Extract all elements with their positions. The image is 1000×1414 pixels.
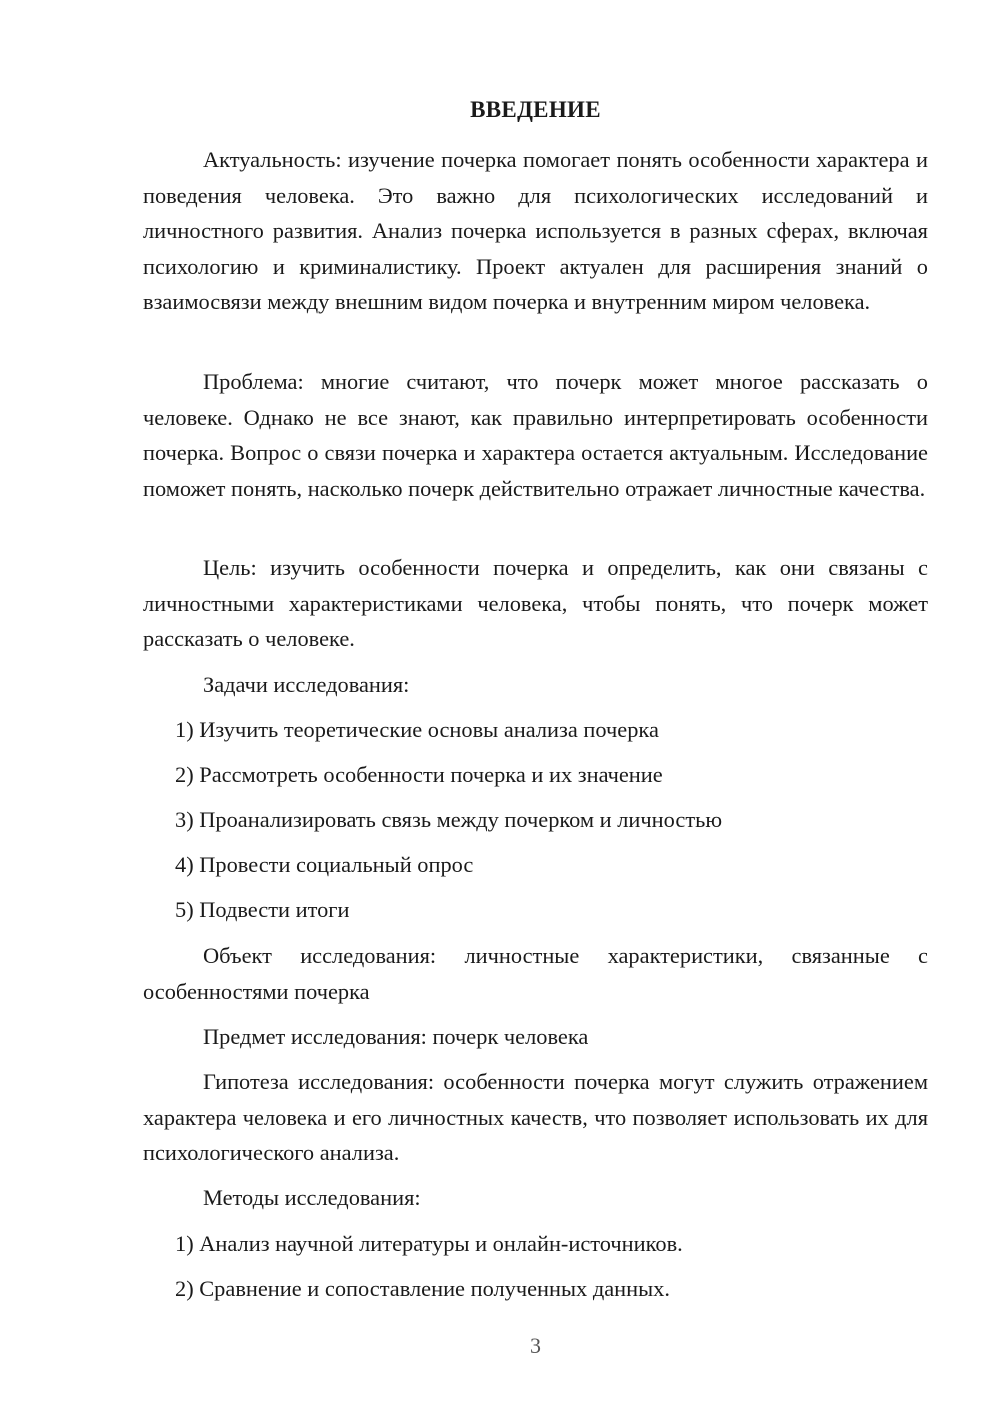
page-number: 3 bbox=[530, 1333, 541, 1358]
document-page bbox=[143, 0, 928, 1414]
task-item: 4) Провести социальный опрос bbox=[175, 852, 474, 877]
object-paragraph: Объект исследования: личностные характеристики, связанные с особенностями почерка bbox=[143, 943, 928, 1004]
goal-paragraph: Цель: изучить особенности почерка и определить, как они связаны с личностными характеристиками человека, чтобы понять, что почерк может рассказать о человеке. bbox=[143, 555, 928, 652]
problem-paragraph: Проблема: многие считают, что почерк может многое рассказать о человеке. Однако не все знают, как правильно интерпретировать особенности почерка. Вопрос о связи почерка и характера остается актуальным. Исследование поможет понять, насколько почерк действительно отражает личностные качества. bbox=[143, 369, 928, 501]
tasks-title: Задачи исследования: bbox=[203, 672, 410, 697]
methods-title: Методы исследования: bbox=[203, 1185, 421, 1210]
task-item: 2) Рассмотреть особенности почерка и их значение bbox=[175, 762, 663, 787]
method-item: 2) Сравнение и сопоставление полученных данных. bbox=[175, 1276, 670, 1301]
subject-paragraph: Предмет исследования: почерк человека bbox=[203, 1024, 589, 1049]
relevance-paragraph: Актуальность: изучение почерка помогает понять особенности характера и поведения человека. Это важно для психологических исследований и личностного развития. Анализ почерка используется в разных сферах, включая психологию и криминалистику. Проект актуален для расширения знаний о взаимосвязи между внешним видом почерка и внутренним миром человека. bbox=[143, 147, 928, 315]
task-item: 3) Проанализировать связь между почерком и личностью bbox=[175, 807, 723, 832]
task-item: 5) Подвести итоги bbox=[175, 897, 350, 922]
hypothesis-paragraph: Гипотеза исследования: особенности почерка могут служить отражением характера человека и его личностных качеств, что позволяет использовать их для психологического анализа. bbox=[143, 1069, 928, 1166]
task-item: 1) Изучить теоретические основы анализа почерка bbox=[175, 717, 659, 742]
method-item: 1) Анализ научной литературы и онлайн-источников. bbox=[175, 1231, 683, 1256]
section-heading: ВВЕДЕНИЕ bbox=[470, 97, 601, 122]
